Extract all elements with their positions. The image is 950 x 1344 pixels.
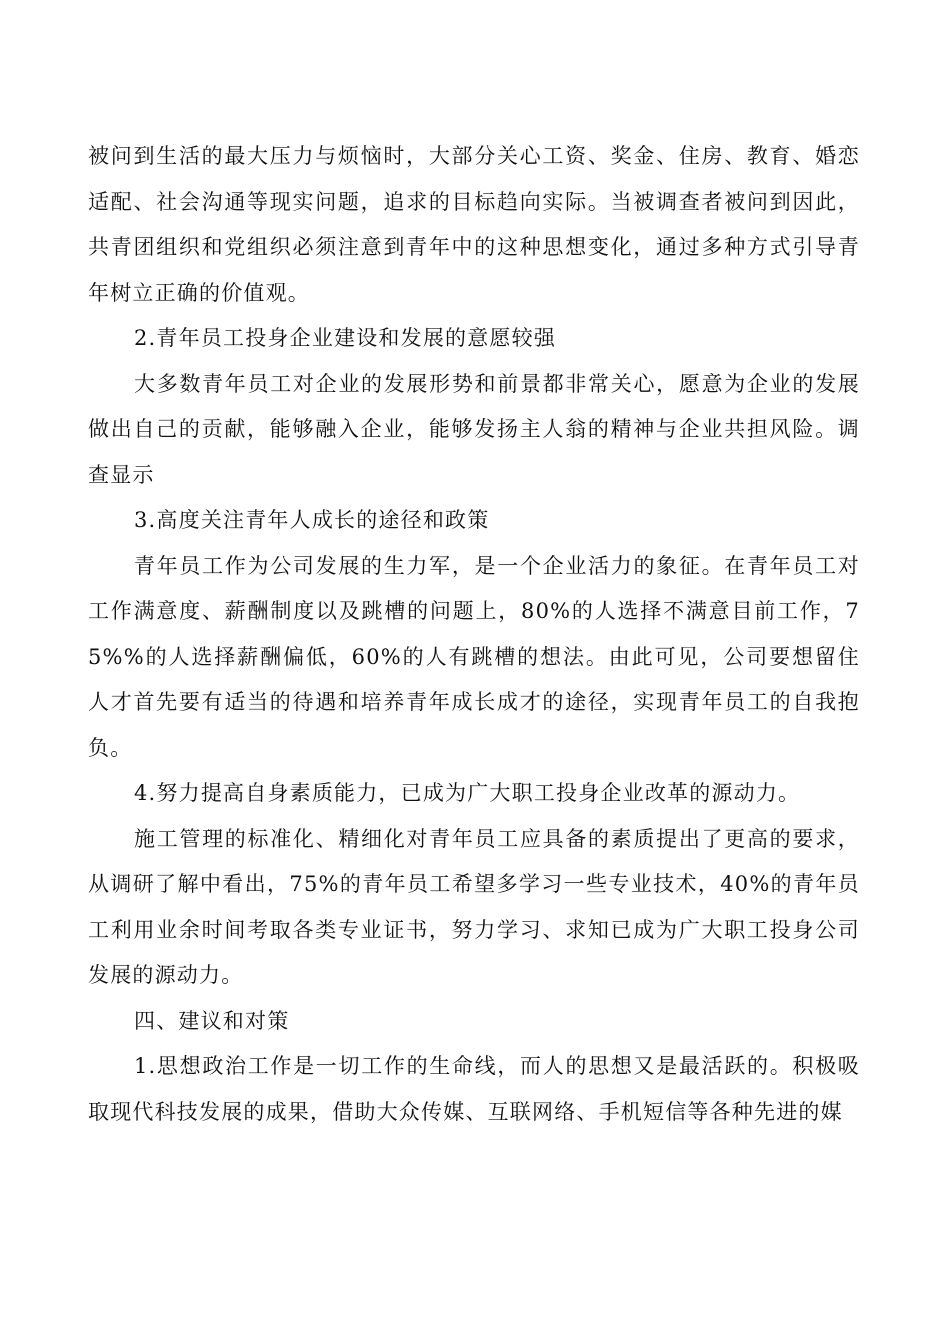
document-body (88, 134, 860, 1135)
heading-quality-improvement: 4.努力提高自身素质能力，已成为广大职工投身企业改革的源动力。 (134, 781, 801, 805)
section-heading-suggestions: 四、建议和对策 (134, 1008, 290, 1033)
heading-growth-policy: 3.高度关注青年人成长的途径和政策 (134, 508, 490, 532)
paragraph-quality-improvement: 施工管理的标准化、精细化对青年员工应具备的素质提出了更高的要求，从调研了解中看出，75%的青年员工希望多学习一些专业技术，40%的青年员工利用业余时间考取各类专业证书，努力学习、求知已成为广大职工投身公司发展的源动力。 (88, 826, 860, 987)
heading-enterprise-willingness: 2.青年员工投身企业建设和发展的意愿较强 (134, 326, 557, 350)
paragraph-ideological-work: 1.思想政治工作是一切工作的生命线，而人的思想又是最活跃的。积极吸取现代科技发展的成果，借助大众传媒、互联网络、手机短信等各种先进的媒 (88, 1054, 860, 1124)
paragraph-pressure-concerns: 被问到生活的最大压力与烦恼时，大部分关心工资、奖金、住房、教育、婚恋适配、社会沟通等现实问题，追求的目标趋向实际。当被调查者被问到因此，共青团组织和党组织必须注意到青年中的这种思想变化，通过多种方式引导青年树立正确的价值观。 (88, 144, 860, 305)
paragraph-enterprise-willingness: 大多数青年员工对企业的发展形势和前景都非常关心，愿意为企业的发展做出自己的贡献，能够融入企业，能够发扬主人翁的精神与企业共担风险。调查显示 (88, 371, 860, 487)
paragraph-growth-policy: 青年员工作为公司发展的生力军，是一个企业活力的象征。在青年员工对工作满意度、薪酬制度以及跳槽的问题上，80%的人选择不满意目前工作，75%%的人选择薪酬偏低，60%的人有跳槽的想法。由此可见，公司要想留住人才首先要有适当的待遇和培养青年成长成才的途径，实现青年员工的自我抱负。 (88, 553, 860, 760)
